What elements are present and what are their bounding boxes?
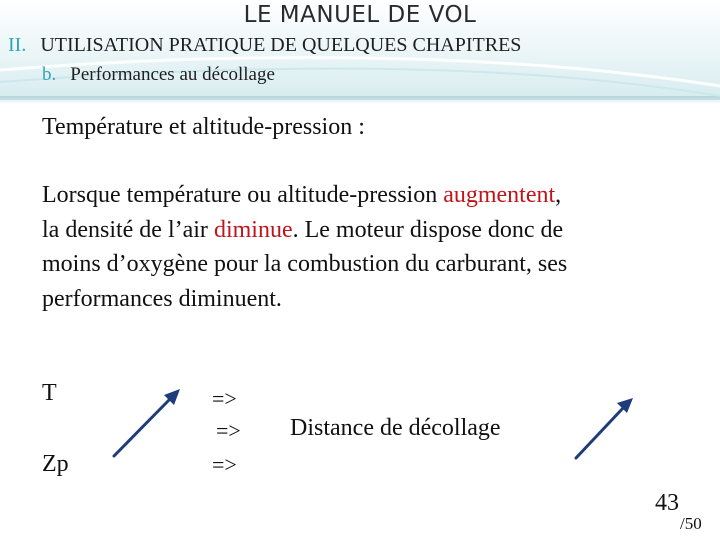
- content-heading: Température et altitude-pression :: [42, 114, 365, 140]
- para-line-3: moins d’oxygène pour la combustion du carburant, ses: [42, 251, 568, 277]
- para-text-3: la densité de l’air: [42, 216, 214, 243]
- section-title: UTILISATION PRATIQUE DE QUELQUES CHAPITRES: [40, 34, 522, 56]
- section-number: II.: [8, 34, 27, 56]
- subsection-title: Performances au décollage: [70, 64, 275, 85]
- subsection-number: b.: [42, 64, 57, 85]
- implies-2: =>: [216, 418, 241, 443]
- increase-arrow-icon-right: [570, 392, 640, 464]
- subsection-heading: [42, 64, 275, 86]
- para-text-1: Lorsque température ou altitude-pression: [42, 182, 444, 208]
- page-title: LE MANUEL DE VOL: [243, 2, 477, 28]
- para-text-2: ,: [555, 182, 562, 208]
- implies-1: =>: [212, 386, 237, 411]
- result-label: Distance de décollage: [290, 415, 501, 441]
- implies-3: =>: [212, 452, 237, 477]
- section-heading: [8, 34, 521, 57]
- explanation-paragraph: [42, 178, 720, 316]
- increase-arrow-icon-left: [108, 382, 188, 462]
- variable-zp: Zp: [42, 451, 69, 477]
- highlight-diminue: diminue: [213, 216, 293, 243]
- para-line-4: performances diminuent.: [42, 285, 282, 312]
- para-text-4: . Le moteur dispose donc de: [292, 216, 564, 243]
- page-total: /50: [680, 514, 702, 533]
- page-number: 43: [655, 490, 679, 516]
- variable-t: T: [42, 380, 57, 406]
- highlight-augmentent: augmentent: [443, 182, 556, 208]
